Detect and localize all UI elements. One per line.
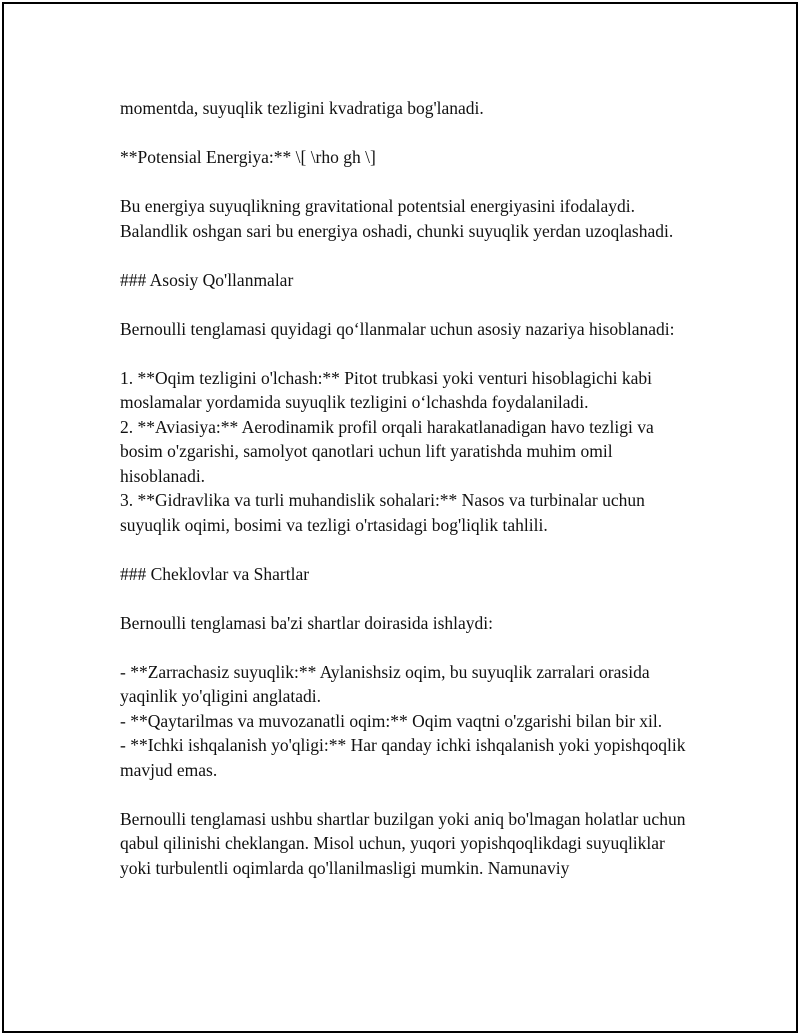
list-item: 2. **Aviasiya:** Aerodinamik profil orqali harakatlanadigan havo tezligi va bosim o'zgarishi, samolyot qanotlari uchun lift yaratishda muhim omil hisoblanadi.	[120, 416, 654, 486]
page-frame	[2, 2, 798, 1033]
document-body	[120, 96, 695, 880]
list-item: 1. **Oqim tezligini o'lchash:** Pitot trubkasi yoki venturi hisoblagichi kabi moslamalar yordamida suyuqlik tezligini o‘lchashda foydalaniladi.	[120, 367, 652, 412]
section-heading: ### Asosiy Qo'llanmalar	[120, 269, 294, 290]
list-item: 3. **Gidravlika va turli muhandislik sohalari:** Nasos va turbinalar uchun suyuqlik oqimi, bosimi va tezligi o'rtasidagi bog'liqlik tahlili.	[120, 490, 645, 535]
section-heading: ### Cheklovlar va Shartlar	[120, 563, 310, 584]
list-item: - **Zarrachasiz suyuqlik:** Aylanishsiz oqim, bu suyuqlik zarralari orasida yaqinlik yo'qligini anglatadi.	[120, 661, 650, 706]
paragraph: Bernoulli tenglamasi ba'zi shartlar doirasida ishlaydi:	[120, 612, 493, 633]
bullet-list	[120, 660, 695, 783]
paragraph: Bernoulli tenglamasi ushbu shartlar buzilgan yoki aniq bo'lmagan holatlar uchun qabul qilinishi cheklangan. Misol uchun, yuqori yopishqoqlikdagi suyuqliklar yoki turbulentli oqimlarda qo'llanilmasligi mumkin. Namunaviy	[120, 808, 686, 878]
paragraph: momentda, suyuqlik tezligini kvadratiga bog'lanadi.	[120, 98, 484, 118]
numbered-list	[120, 366, 695, 538]
formula-line: **Potensial Energiya:** \[ \rho gh \]	[120, 147, 376, 167]
list-item: - **Ichki ishqalanish yo'qligi:** Har qanday ichki ishqalanish yoki yopishqoqlik mavjud emas.	[120, 735, 686, 780]
paragraph: Bernoulli tenglamasi quyidagi qo‘llanmalar uchun asosiy nazariya hisoblanadi:	[120, 318, 675, 339]
paragraph: Bu energiya suyuqlikning gravitational potentsial energiyasini ifodalaydi. Balandlik oshgan sari bu energiya oshadi, chunki suyuqlik yerdan uzoqlashadi.	[120, 196, 674, 241]
list-item: - **Qaytarilmas va muvozanatli oqim:** Oqim vaqtni o'zgarishi bilan bir xil.	[120, 710, 663, 731]
